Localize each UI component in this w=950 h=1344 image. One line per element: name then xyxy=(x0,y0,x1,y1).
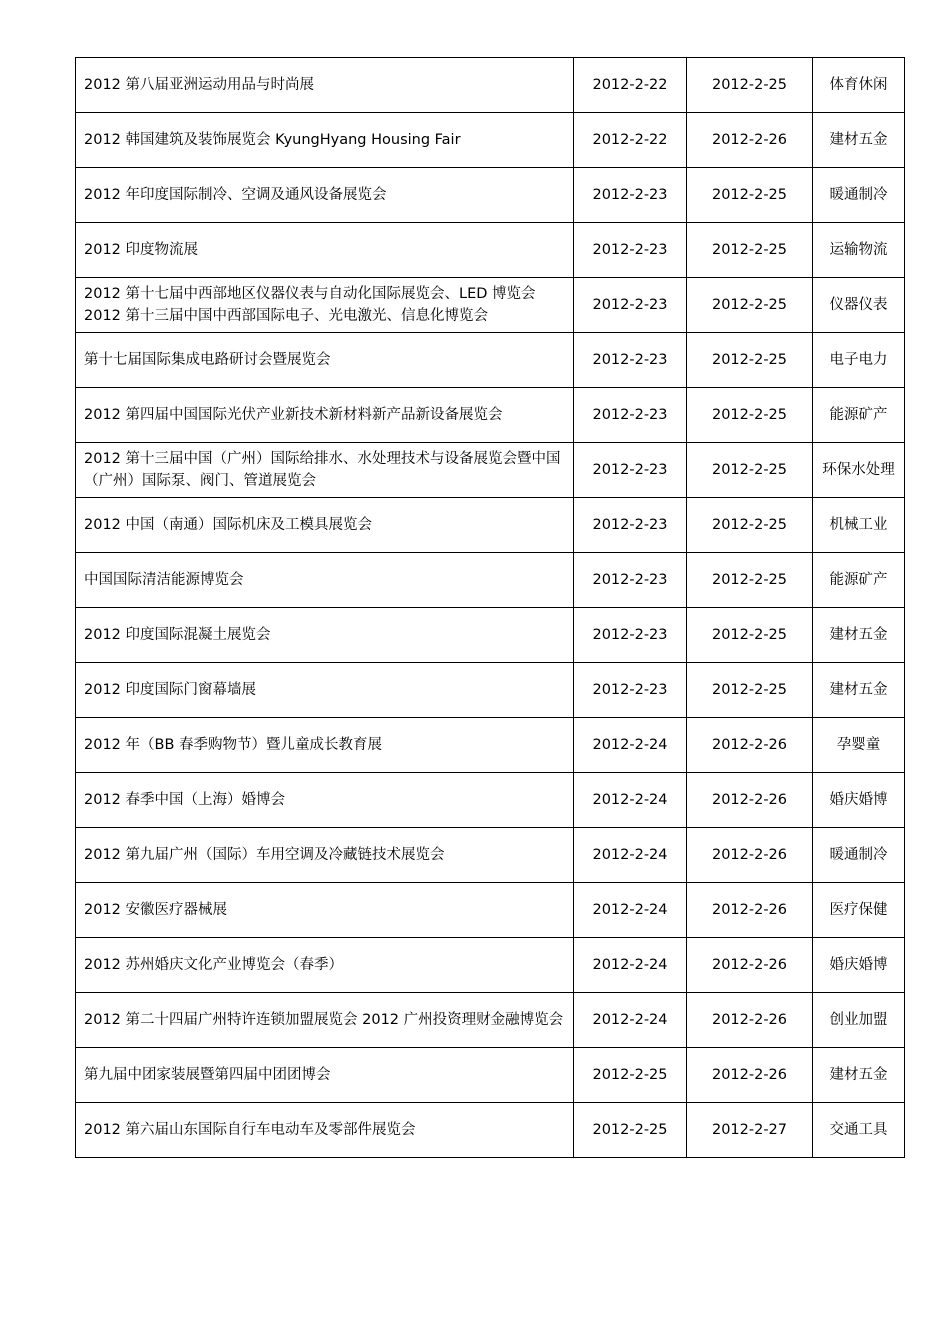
end-date-cell: 2012-2-26 xyxy=(687,773,813,828)
end-date-cell: 2012-2-25 xyxy=(687,223,813,278)
exhibition-name-cell: 2012 印度物流展 xyxy=(76,223,574,278)
table-row xyxy=(76,883,905,938)
exhibition-name-cell: 2012 第四届中国国际光伏产业新技术新材料新产品新设备展览会 xyxy=(76,388,574,443)
end-date-cell: 2012-2-25 xyxy=(687,278,813,333)
category-cell: 能源矿产 xyxy=(813,388,905,443)
start-date-cell: 2012-2-25 xyxy=(574,1103,687,1158)
table-row xyxy=(76,223,905,278)
category-cell: 能源矿产 xyxy=(813,553,905,608)
exhibition-name-cell: 第十七届国际集成电路研讨会暨展览会 xyxy=(76,333,574,388)
exhibition-name-cell: 2012 春季中国（上海）婚博会 xyxy=(76,773,574,828)
start-date-cell: 2012-2-24 xyxy=(574,718,687,773)
category-cell: 体育休闲 xyxy=(813,58,905,113)
start-date-cell: 2012-2-23 xyxy=(574,388,687,443)
exhibition-name-cell: 2012 第十七届中西部地区仪器仪表与自动化国际展览会、LED 博览会 2012 第十三届中国中西部国际电子、光电激光、信息化博览会 xyxy=(76,278,574,333)
start-date-cell: 2012-2-25 xyxy=(574,1048,687,1103)
category-cell: 机械工业 xyxy=(813,498,905,553)
start-date-cell: 2012-2-23 xyxy=(574,553,687,608)
start-date-cell: 2012-2-23 xyxy=(574,168,687,223)
end-date-cell: 2012-2-25 xyxy=(687,498,813,553)
end-date-cell: 2012-2-26 xyxy=(687,113,813,168)
start-date-cell: 2012-2-23 xyxy=(574,498,687,553)
start-date-cell: 2012-2-24 xyxy=(574,828,687,883)
end-date-cell: 2012-2-26 xyxy=(687,883,813,938)
table-row xyxy=(76,993,905,1048)
end-date-cell: 2012-2-25 xyxy=(687,608,813,663)
table-row xyxy=(76,278,905,333)
start-date-cell: 2012-2-24 xyxy=(574,773,687,828)
table-row xyxy=(76,773,905,828)
start-date-cell: 2012-2-22 xyxy=(574,113,687,168)
exhibition-name-cell: 2012 印度国际混凝土展览会 xyxy=(76,608,574,663)
category-cell: 建材五金 xyxy=(813,113,905,168)
start-date-cell: 2012-2-23 xyxy=(574,278,687,333)
category-cell: 电子电力 xyxy=(813,333,905,388)
start-date-cell: 2012-2-23 xyxy=(574,663,687,718)
exhibition-name-cell: 2012 第二十四届广州特许连锁加盟展览会 2012 广州投资理财金融博览会 xyxy=(76,993,574,1048)
table-row xyxy=(76,1048,905,1103)
exhibition-name-cell: 2012 第十三届中国（广州）国际给排水、水处理技术与设备展览会暨中国（广州）国际泵、阀门、管道展览会 xyxy=(76,443,574,498)
category-cell: 建材五金 xyxy=(813,663,905,718)
category-cell: 婚庆婚博 xyxy=(813,773,905,828)
exhibition-name-cell: 中国国际清洁能源博览会 xyxy=(76,553,574,608)
exhibition-name-cell: 2012 中国（南通）国际机床及工模具展览会 xyxy=(76,498,574,553)
end-date-cell: 2012-2-27 xyxy=(687,1103,813,1158)
exhibition-name-cell: 2012 苏州婚庆文化产业博览会（春季） xyxy=(76,938,574,993)
start-date-cell: 2012-2-22 xyxy=(574,58,687,113)
start-date-cell: 2012-2-24 xyxy=(574,993,687,1048)
category-cell: 医疗保健 xyxy=(813,883,905,938)
table-row xyxy=(76,828,905,883)
table-row xyxy=(76,113,905,168)
exhibition-name-cell: 2012 韩国建筑及装饰展览会 KyungHyang Housing Fair xyxy=(76,113,574,168)
end-date-cell: 2012-2-25 xyxy=(687,388,813,443)
end-date-cell: 2012-2-25 xyxy=(687,58,813,113)
end-date-cell: 2012-2-26 xyxy=(687,828,813,883)
category-cell: 建材五金 xyxy=(813,608,905,663)
exhibition-name-cell: 2012 第九届广州（国际）车用空调及冷藏链技术展览会 xyxy=(76,828,574,883)
start-date-cell: 2012-2-24 xyxy=(574,938,687,993)
exhibition-name-cell: 第九届中团家装展暨第四届中团团博会 xyxy=(76,1048,574,1103)
table-row xyxy=(76,938,905,993)
table-row xyxy=(76,58,905,113)
end-date-cell: 2012-2-26 xyxy=(687,938,813,993)
category-cell: 暖通制冷 xyxy=(813,168,905,223)
end-date-cell: 2012-2-25 xyxy=(687,443,813,498)
table-row xyxy=(76,498,905,553)
table-row xyxy=(76,553,905,608)
start-date-cell: 2012-2-23 xyxy=(574,223,687,278)
end-date-cell: 2012-2-26 xyxy=(687,1048,813,1103)
start-date-cell: 2012-2-23 xyxy=(574,443,687,498)
category-cell: 暖通制冷 xyxy=(813,828,905,883)
category-cell: 仪器仪表 xyxy=(813,278,905,333)
table-row xyxy=(76,663,905,718)
start-date-cell: 2012-2-23 xyxy=(574,333,687,388)
exhibition-name-cell: 2012 印度国际门窗幕墙展 xyxy=(76,663,574,718)
end-date-cell: 2012-2-25 xyxy=(687,553,813,608)
category-cell: 运输物流 xyxy=(813,223,905,278)
exhibition-name-cell: 2012 第六届山东国际自行车电动车及零部件展览会 xyxy=(76,1103,574,1158)
table-row xyxy=(76,388,905,443)
table-row xyxy=(76,443,905,498)
end-date-cell: 2012-2-26 xyxy=(687,993,813,1048)
table-row xyxy=(76,1103,905,1158)
end-date-cell: 2012-2-25 xyxy=(687,333,813,388)
end-date-cell: 2012-2-25 xyxy=(687,168,813,223)
start-date-cell: 2012-2-24 xyxy=(574,883,687,938)
category-cell: 建材五金 xyxy=(813,1048,905,1103)
start-date-cell: 2012-2-23 xyxy=(574,608,687,663)
exhibition-table-body xyxy=(76,58,905,1158)
end-date-cell: 2012-2-25 xyxy=(687,663,813,718)
exhibition-name-cell: 2012 安徽医疗器械展 xyxy=(76,883,574,938)
exhibition-name-cell: 2012 第八届亚洲运动用品与时尚展 xyxy=(76,58,574,113)
end-date-cell: 2012-2-26 xyxy=(687,718,813,773)
table-row xyxy=(76,333,905,388)
exhibition-name-cell: 2012 年印度国际制冷、空调及通风设备展览会 xyxy=(76,168,574,223)
table-row xyxy=(76,718,905,773)
exhibition-name-cell: 2012 年（BB 春季购物节）暨儿童成长教育展 xyxy=(76,718,574,773)
category-cell: 孕婴童 xyxy=(813,718,905,773)
table-row xyxy=(76,168,905,223)
category-cell: 交通工具 xyxy=(813,1103,905,1158)
exhibition-table xyxy=(75,57,905,1158)
table-row xyxy=(76,608,905,663)
category-cell: 婚庆婚博 xyxy=(813,938,905,993)
category-cell: 环保水处理 xyxy=(813,443,905,498)
category-cell: 创业加盟 xyxy=(813,993,905,1048)
